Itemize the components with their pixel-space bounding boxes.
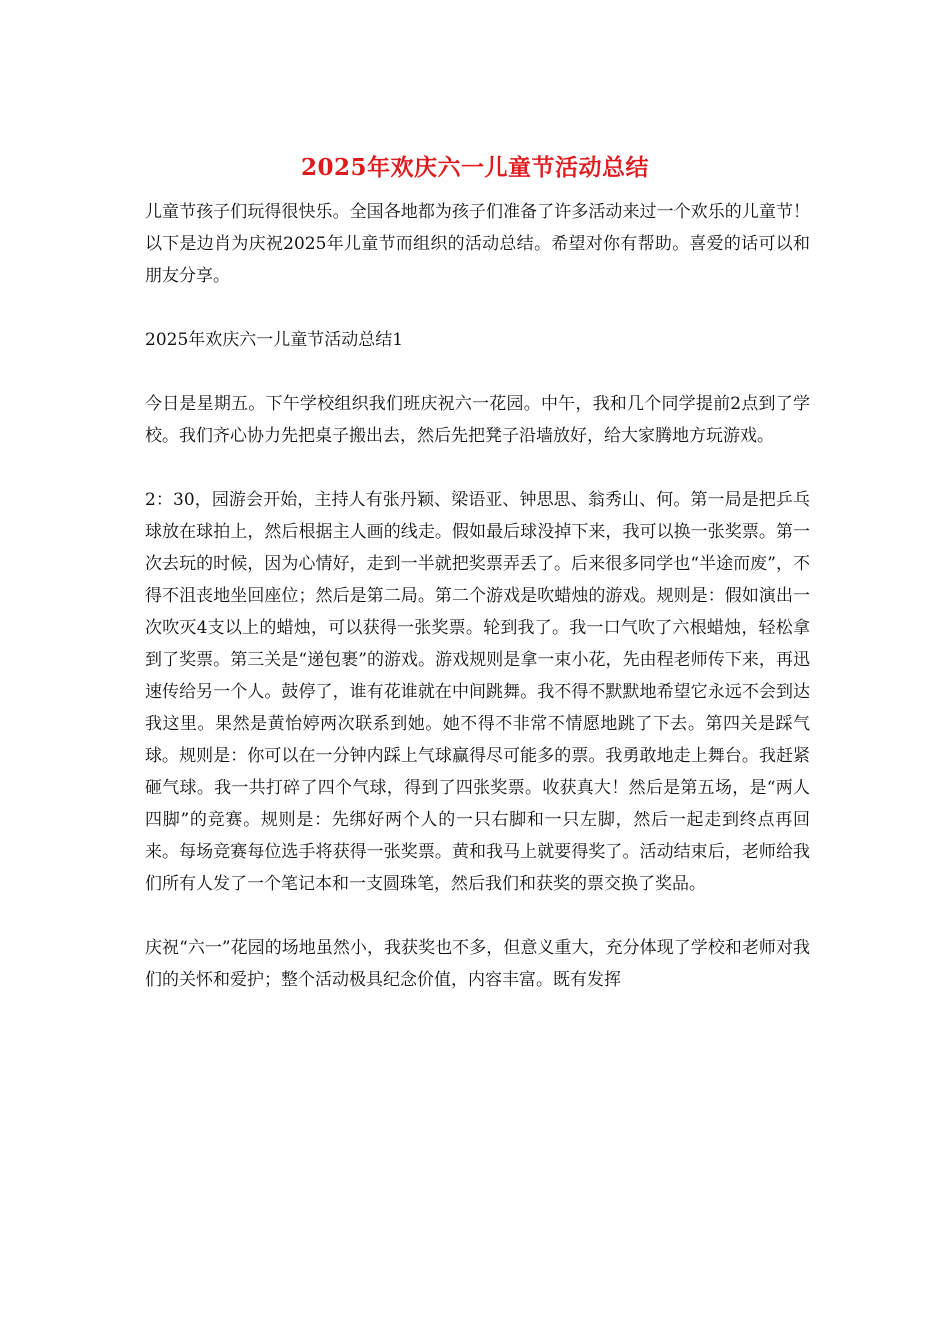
intro-paragraph: 儿童节孩子们玩得很快乐。全国各地都为孩子们准备了许多活动来过一个欢乐的儿童节！以下是边肖为庆祝2025年儿童节而组织的活动总结。希望对你有帮助。喜爱的话可以和朋友分享。 [145,202,810,286]
section-heading: 2025年欢庆六一儿童节活动总结1 [145,330,404,350]
body-paragraph: 庆祝“六一”花园的场地虽然小，我获奖也不多，但意义重大，充分体现了学校和老师对我们的关怀和爱护；整个活动极具纪念价值，内容丰富。既有发挥 [145,938,810,990]
document-body [145,196,810,996]
document-title: 2025年欢庆六一儿童节活动总结 [300,154,649,181]
body-paragraph: 今日是星期五。下午学校组织我们班庆祝六一花园。中午，我和几个同学提前2点到了学校。我们齐心协力先把桌子搬出去，然后先把凳子沿墙放好，给大家腾地方玩游戏。 [145,394,810,446]
body-paragraph: 2：30，园游会开始，主持人有张丹颖、梁语亚、钟思思、翁秀山、何。第一局是把乒乓球放在球拍上，然后根据主人画的线走。假如最后球没掉下来，我可以换一张奖票。第一次去玩的时候，因为心情好，走到一半就把奖票弄丢了。后来很多同学也“半途而废”，不得不沮丧地坐回座位；然后是第二局。第二个游戏是吹蜡烛的游戏。规则是：假如演出一次吹灭4支以上的蜡烛，可以获得一张奖票。轮到我了。我一口气吹了六根蜡烛，轻松拿到了奖票。第三关是“递包裹”的游戏。游戏规则是拿一束小花，先由程老师传下来，再迅速传给另一个人。鼓停了，谁有花谁就在中间跳舞。我不得不默默地希望它永远不会到达我这里。果然是黄怡婷两次联系到她。她不得不非常不情愿地跳了下去。第四关是踩气球。规则是：你可以在一分钟内踩上气球赢得尽可能多的票。我勇敢地走上舞台。我赶紧砸气球。我一共打碎了四个气球，得到了四张奖票。收获真大！然后是第五场，是“两人四脚”的竞赛。规则是：先绑好两个人的一只右脚和一只左脚，然后一起走到终点再回来。每场竞赛每位选手将获得一张奖票。黄和我马上就要得奖了。活动结束后，老师给我们所有人发了一个笔记本和一支圆珠笔，然后我们和获奖的票交换了奖品。 [145,490,810,894]
